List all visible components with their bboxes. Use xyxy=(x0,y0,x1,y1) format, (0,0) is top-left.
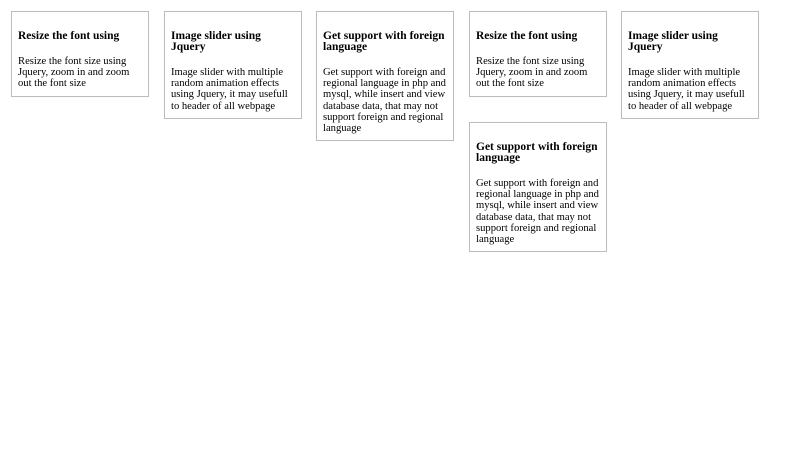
article-card-image-slider[interactable] xyxy=(164,11,302,119)
card-title[interactable]: Get support with foreign language xyxy=(323,30,445,53)
article-card-resize-font[interactable] xyxy=(469,11,607,97)
card-description: Image slider with multiple random animation effects using Jquery, it may usefull to header of all webpage xyxy=(171,67,288,112)
card-title[interactable]: Resize the font using xyxy=(476,30,578,42)
card-description: Get support with foreign and regional language in php and mysql, while insert and view database data, that may not support foreign and regional language xyxy=(476,178,599,246)
card-title[interactable]: Get support with foreign language xyxy=(476,141,598,164)
card-description: Get support with foreign and regional language in php and mysql, while insert and view database data, that may not support foreign and regional language xyxy=(323,67,446,135)
card-description: Resize the font size using Jquery, zoom in and zoom out the font size xyxy=(18,56,130,90)
card-title[interactable]: Resize the font using xyxy=(18,30,120,42)
article-card-image-slider[interactable] xyxy=(621,11,759,119)
article-card-foreign-language[interactable] xyxy=(316,11,454,141)
article-card-resize-font[interactable] xyxy=(11,11,149,97)
card-title[interactable]: Image slider using Jquery xyxy=(628,30,718,53)
article-card-foreign-language[interactable] xyxy=(469,122,607,252)
card-title[interactable]: Image slider using Jquery xyxy=(171,30,261,53)
card-description: Resize the font size using Jquery, zoom in and zoom out the font size xyxy=(476,56,588,90)
card-description: Image slider with multiple random animation effects using Jquery, it may usefull to header of all webpage xyxy=(628,67,745,112)
